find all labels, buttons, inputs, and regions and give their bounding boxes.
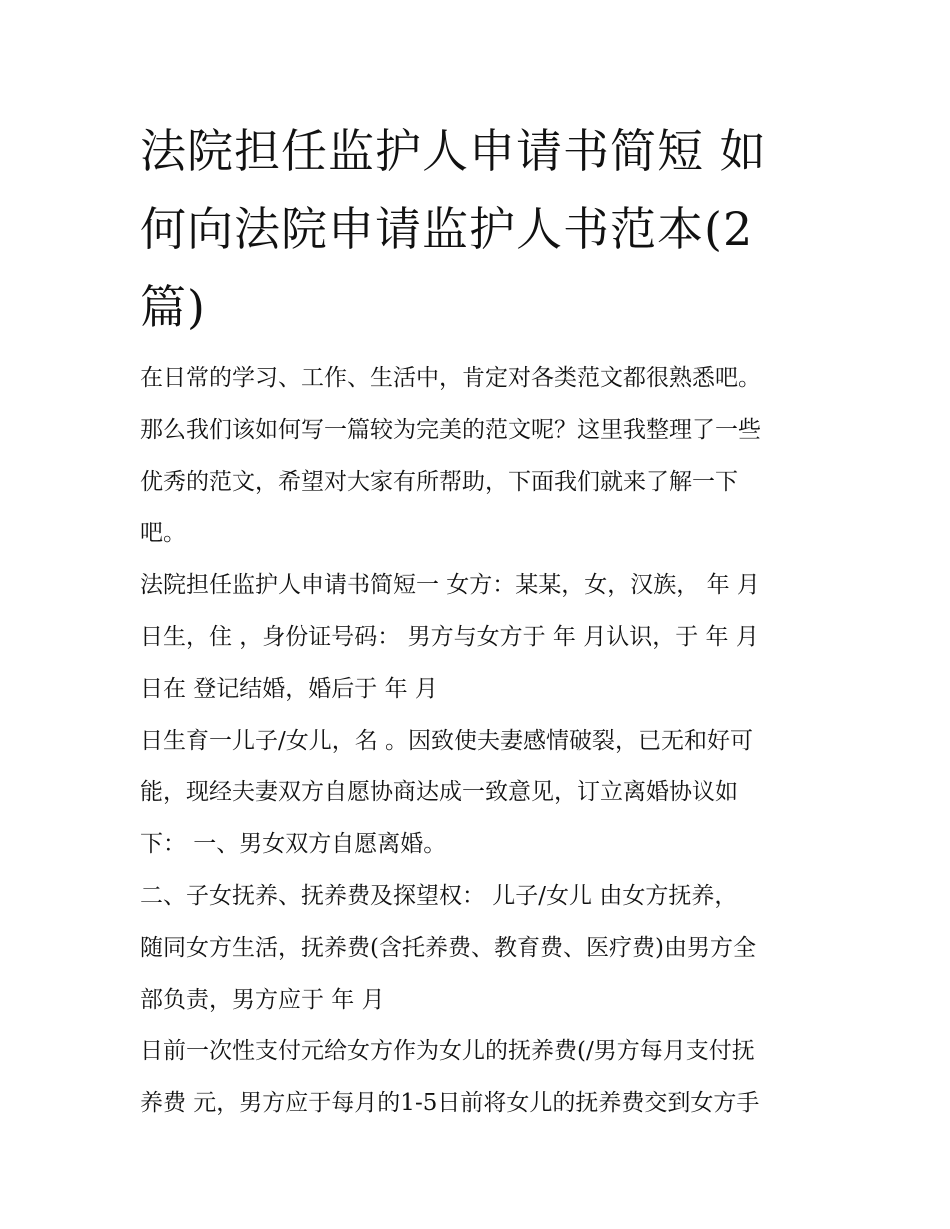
body-line: 随同女方生活，抚养费(含托养费、教育费、医疗费)由男方全 — [140, 934, 756, 961]
body-line: 吧。 — [140, 520, 186, 547]
body-line: 日生，住 ，身份证号码： 男方与女方于 年 月认识，于 年 月 — [140, 623, 759, 650]
body-line: 那么我们该如何写一篇较为完美的范文呢？这里我整理了一些 — [140, 416, 761, 443]
body-line: 优秀的范文，希望对大家有所帮助，下面我们就来了解一下 — [140, 468, 738, 495]
title-line: 篇) — [140, 280, 206, 334]
title-line: 法院担任监护人申请书简短 如 — [140, 124, 767, 178]
body-line: 日生育一儿子/女儿，名 。因致使夫妻感情破裂，已无和好可 — [140, 727, 754, 754]
body-line: 二、子女抚养、抚养费及探望权： 儿子/女儿 由女方抚养， — [140, 882, 738, 909]
document-title — [140, 112, 820, 346]
body-line: 部负责，男方应于 年 月 — [140, 986, 385, 1013]
body-line: 法院担任监护人申请书简短一 女方：某某，女，汉族， 年 月 — [140, 572, 760, 599]
document-body — [140, 353, 820, 1130]
body-line: 能，现经夫妻双方自愿协商达成一致意见，订立离婚协议如 — [140, 779, 738, 806]
body-line: 在日常的学习、工作、生活中，肯定对各类范文都很熟悉吧。 — [140, 365, 761, 391]
title-line: 何向法院申请监护人书范本(2 — [140, 202, 754, 256]
body-line: 日在 登记结婚，婚后于 年 月 — [140, 675, 438, 702]
body-line: 养费 元，男方应于每月的1-5日前将女儿的抚养费交到女方手 — [140, 1090, 760, 1117]
body-line: 日前一次性支付元给女方作为女儿的抚养费(/男方每月支付抚 — [140, 1038, 755, 1065]
body-line: 下： 一、男女双方自愿离婚。 — [140, 831, 447, 858]
